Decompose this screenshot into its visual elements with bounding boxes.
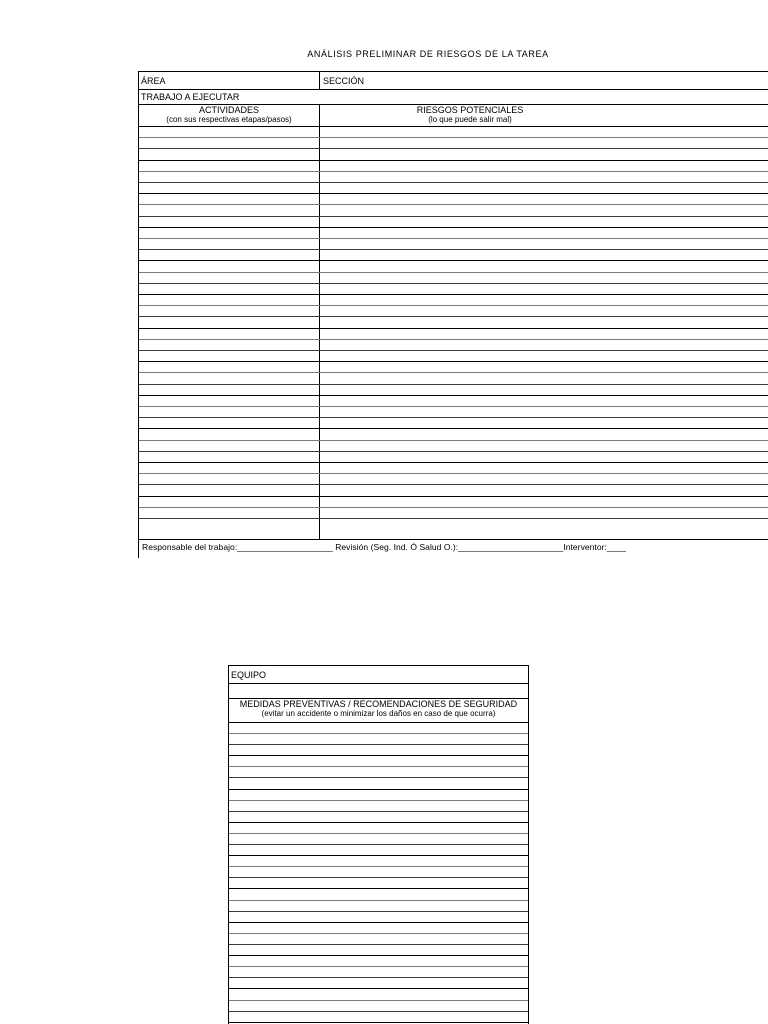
actividades-header (139, 106, 319, 124)
form-row-line (139, 171, 768, 172)
row-divider (139, 89, 768, 90)
actividades-title: ACTIVIDADES (198, 105, 259, 115)
form-row-line (229, 1011, 528, 1012)
form-row-line (229, 844, 528, 845)
riesgos-header (320, 106, 768, 124)
area-label: ÁREA (141, 76, 166, 86)
form-row-line (229, 822, 528, 823)
form-row-line (229, 933, 528, 934)
form-row-line (139, 384, 768, 385)
actividades-subtitle: (con sus respectivas etapas/pasos) (166, 115, 292, 124)
medidas-header (229, 700, 528, 718)
form-row-line (139, 227, 768, 228)
form-row-line (229, 722, 528, 723)
trabajo-label: TRABAJO A EJECUTAR (141, 92, 240, 102)
medidas-title: MEDIDAS PREVENTIVAS / RECOMENDACIONES DE SEGURIDAD (239, 699, 518, 709)
form-row-line (139, 518, 768, 519)
form-row-line (139, 216, 768, 217)
form-row-line (229, 966, 528, 967)
form-row-line (139, 361, 768, 362)
form-row-line (139, 484, 768, 485)
form-row-line (139, 283, 768, 284)
form-row-line (139, 451, 768, 452)
form-row-line (139, 249, 768, 250)
form-row-line (139, 440, 768, 441)
form-row-line (229, 900, 528, 901)
form-row-line (139, 160, 768, 161)
form-row-line (139, 148, 768, 149)
form-row-line (229, 977, 528, 978)
form-row-line (229, 888, 528, 889)
form-row-line (229, 988, 528, 989)
form-row-line (229, 922, 528, 923)
form-row-line (229, 755, 528, 756)
form-row-line (229, 866, 528, 867)
form-row-line (139, 496, 768, 497)
riesgos-title: RIESGOS POTENCIALES (416, 105, 524, 115)
form-row-line (139, 539, 768, 540)
form-row-line (139, 294, 768, 295)
header-divider (319, 72, 320, 89)
form-row-line (229, 1022, 528, 1023)
form-row-line (139, 406, 768, 407)
form-row-line (229, 944, 528, 945)
form-row-line (139, 328, 768, 329)
form-row-line (229, 955, 528, 956)
form-row-line (229, 877, 528, 878)
riesgos-subtitle: (lo que puede salir mal) (428, 115, 512, 124)
form-row-line (139, 350, 768, 351)
form-row-line (139, 137, 768, 138)
form-row-line (229, 833, 528, 834)
form-row-line (139, 417, 768, 418)
form-row-line (139, 316, 768, 317)
form-row-line (139, 473, 768, 474)
seccion-label: SECCIÓN (323, 76, 365, 86)
form-row-line (139, 204, 768, 205)
page-title: ANÁLISIS PRELIMINAR DE RIESGOS DE LA TAREA (307, 49, 549, 59)
form-row-line (229, 777, 528, 778)
form-row-line (139, 462, 768, 463)
form-row-line (139, 339, 768, 340)
signature-line: Responsable del trabajo:____________________ Revisión (Seg. Ind. Ó Salud O.):______________________Interventor:____ (142, 542, 627, 552)
form-row-line (139, 193, 768, 194)
form-row-line (139, 260, 768, 261)
form-row-line (139, 395, 768, 396)
risk-analysis-table (138, 71, 768, 558)
form-row-line (139, 126, 768, 127)
form-row-line (229, 733, 528, 734)
preventive-measures-table (228, 665, 529, 1024)
form-row-line (139, 372, 768, 373)
medidas-subtitle: (evitar un accidente o minimizar los daños en caso de que ocurra) (261, 709, 496, 718)
form-row-line (229, 744, 528, 745)
form-row-line (139, 507, 768, 508)
form-row-line (229, 800, 528, 801)
form-row-line (229, 766, 528, 767)
form-row-line (139, 305, 768, 306)
form-row-line (139, 272, 768, 273)
equipo-label: EQUIPO (231, 670, 267, 680)
form-row-line (139, 238, 768, 239)
form-row-line (139, 182, 768, 183)
row-divider (229, 683, 528, 684)
form-row-line (229, 789, 528, 790)
form-row-line (139, 428, 768, 429)
form-row-line (229, 911, 528, 912)
form-row-line (229, 1000, 528, 1001)
form-row-line (229, 855, 528, 856)
form-row-line (229, 811, 528, 812)
